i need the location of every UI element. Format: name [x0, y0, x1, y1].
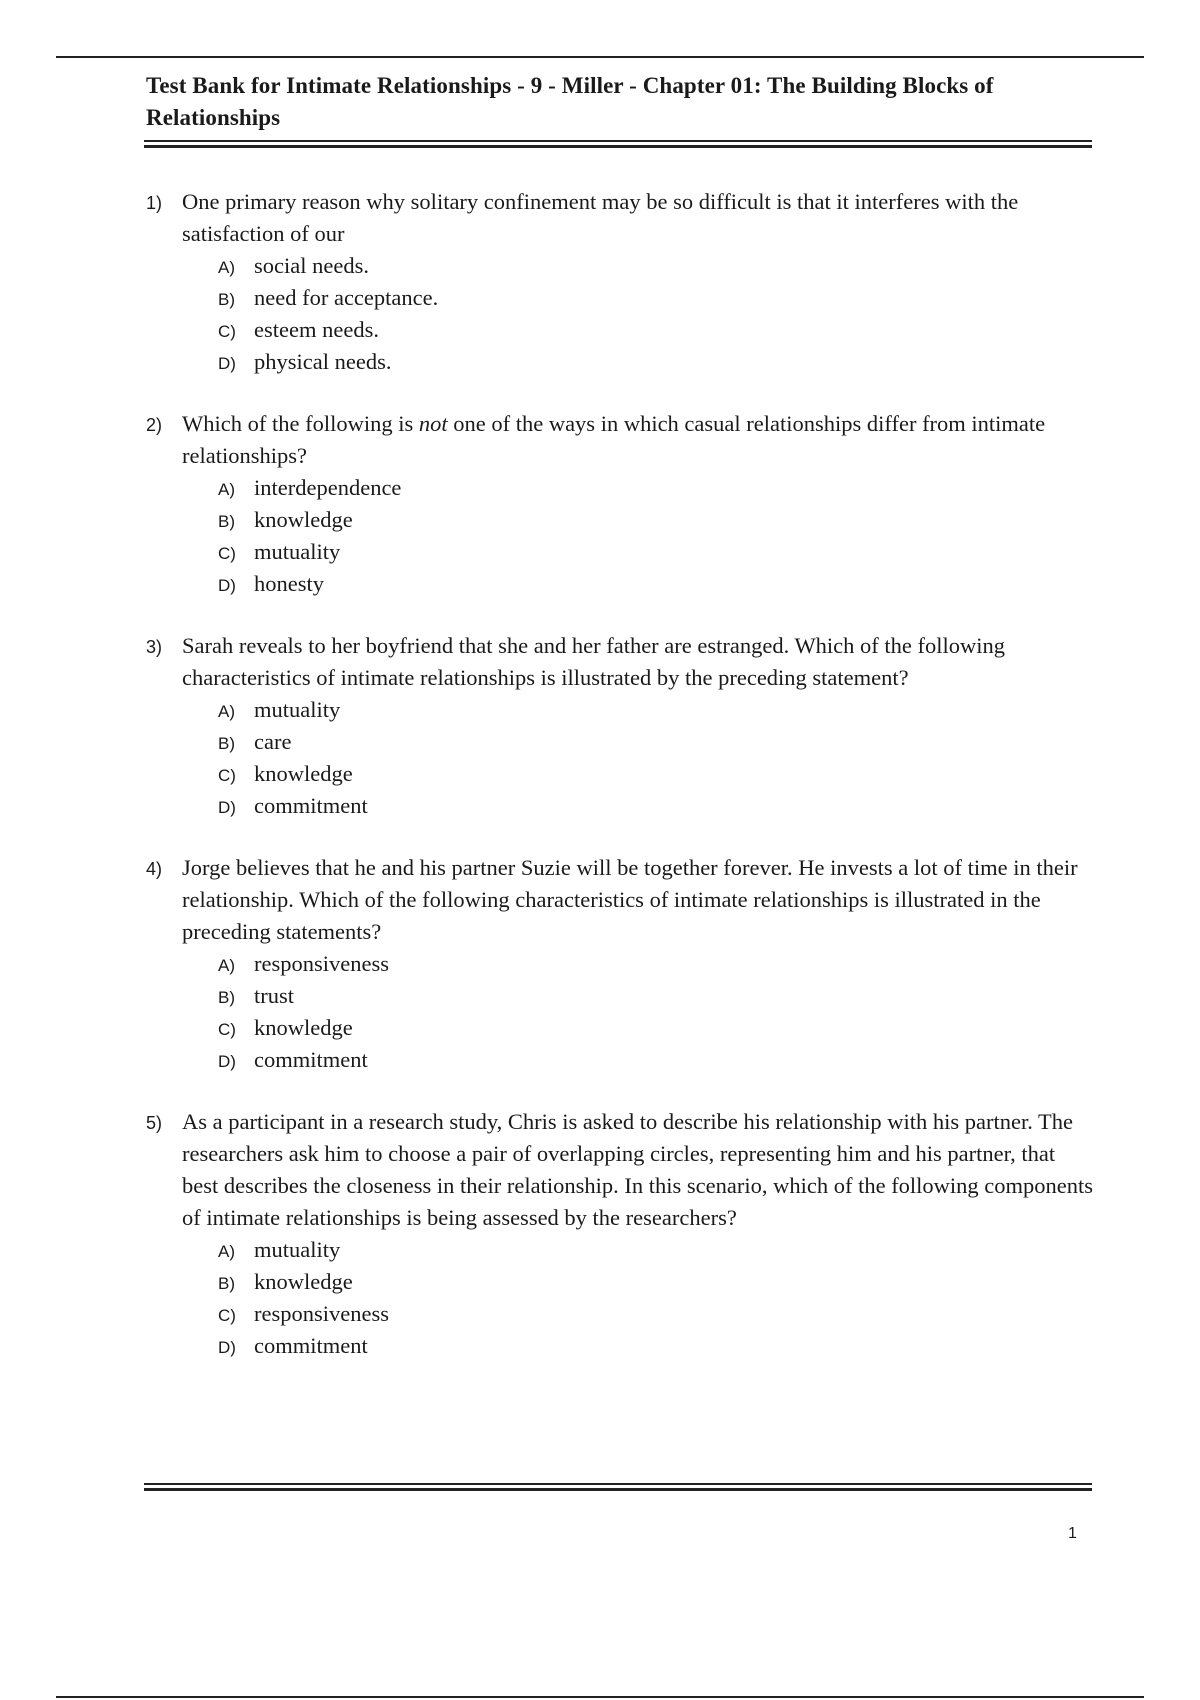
answer-options — [218, 1234, 1096, 1362]
answer-option-c — [218, 758, 1096, 790]
question-text: As a participant in a research study, Chris is asked to describe his relationship with his partner. The researchers ask him to choose a pair of overlapping circles, representing him and his partner, that best describes the closeness in their relationship. In this scenario, which of the following components of intimate relationships is being assessed by the researchers? — [182, 1109, 1094, 1230]
option-text: esteem needs. — [254, 317, 379, 342]
answer-option-c — [218, 314, 1096, 346]
question-text: One primary reason why solitary confinement may be so difficult is that it interferes with the satisfaction of our — [182, 189, 1019, 246]
option-letter: A) — [218, 480, 235, 499]
option-letter: D) — [218, 798, 236, 817]
option-text: commitment — [254, 1047, 368, 1072]
option-letter: B) — [218, 988, 235, 1007]
question-number: 1) — [146, 193, 163, 213]
page-title: Test Bank for Intimate Relationships - 9 - Miller - Chapter 01: The Building Blocks of Relationships — [146, 73, 994, 130]
option-letter: C) — [218, 1020, 236, 1039]
question-4 — [146, 852, 1096, 1076]
option-letter: A) — [218, 258, 235, 277]
option-text: knowledge — [254, 761, 353, 786]
answer-option-a — [218, 948, 1096, 980]
answer-option-a — [218, 1234, 1096, 1266]
question-number: 2) — [146, 415, 163, 435]
option-text: honesty — [254, 571, 324, 596]
option-text: responsiveness — [254, 1301, 389, 1326]
answer-option-c — [218, 1012, 1096, 1044]
option-text: knowledge — [254, 1015, 353, 1040]
option-letter: D) — [218, 1338, 236, 1357]
option-letter: B) — [218, 512, 235, 531]
answer-option-b — [218, 726, 1096, 758]
answer-options — [218, 948, 1096, 1076]
answer-option-a — [218, 694, 1096, 726]
header-double-rule — [144, 140, 1092, 148]
question-number: 3) — [146, 637, 163, 657]
question-text-part: one of the ways in which casual relationships differ from intimate relationships? — [182, 411, 1046, 468]
option-text: physical needs. — [254, 349, 392, 374]
answer-option-b — [218, 282, 1096, 314]
option-text: mutuality — [254, 1237, 341, 1262]
option-letter: C) — [218, 322, 236, 341]
question-list — [146, 186, 1096, 1392]
question-text-part: Which of the following is — [182, 411, 419, 436]
option-text: trust — [254, 983, 295, 1008]
option-text: commitment — [254, 1333, 368, 1358]
option-letter: A) — [218, 956, 235, 975]
question-2 — [146, 408, 1096, 600]
answer-options — [218, 472, 1096, 600]
answer-option-c — [218, 536, 1096, 568]
option-text: interdependence — [254, 475, 402, 500]
answer-option-b — [218, 1266, 1096, 1298]
answer-option-d — [218, 790, 1096, 822]
question-text: Jorge believes that he and his partner Suzie will be together forever. He invests a lot of time in their relationship. Which of the following characteristics of intimate relationships is illustrated in the preceding statements? — [182, 855, 1078, 944]
top-divider — [56, 56, 1144, 58]
question-number: 5) — [146, 1113, 163, 1133]
option-letter: D) — [218, 576, 236, 595]
option-text: knowledge — [254, 1269, 353, 1294]
option-letter: A) — [218, 702, 235, 721]
option-text: care — [254, 729, 292, 754]
question-text — [182, 408, 1096, 472]
answer-option-b — [218, 980, 1096, 1012]
option-letter: B) — [218, 734, 235, 753]
footer-double-rule — [144, 1483, 1092, 1491]
page-number: 1 — [1068, 1525, 1077, 1542]
option-letter: B) — [218, 290, 235, 309]
answer-option-d — [218, 1330, 1096, 1362]
question-text: Sarah reveals to her boyfriend that she and her father are estranged. Which of the following characteristics of intimate relationships is illustrated by the preceding statement? — [182, 633, 1006, 690]
option-text: knowledge — [254, 507, 353, 532]
answer-option-d — [218, 568, 1096, 600]
answer-option-d — [218, 1044, 1096, 1076]
option-text: mutuality — [254, 539, 341, 564]
option-letter: A) — [218, 1242, 235, 1261]
answer-option-a — [218, 250, 1096, 282]
option-text: commitment — [254, 793, 368, 818]
question-5 — [146, 1106, 1096, 1362]
option-text: mutuality — [254, 697, 341, 722]
option-text: need for acceptance. — [254, 285, 439, 310]
option-letter: C) — [218, 544, 236, 563]
question-3 — [146, 630, 1096, 822]
question-number: 4) — [146, 859, 163, 879]
answer-options — [218, 250, 1096, 378]
answer-option-a — [218, 472, 1096, 504]
option-letter: D) — [218, 354, 236, 373]
answer-option-c — [218, 1298, 1096, 1330]
bottom-divider — [56, 1696, 1144, 1698]
answer-options — [218, 694, 1096, 822]
option-letter: C) — [218, 1306, 236, 1325]
question-1 — [146, 186, 1096, 378]
answer-option-d — [218, 346, 1096, 378]
option-letter: D) — [218, 1052, 236, 1071]
option-text: responsiveness — [254, 951, 389, 976]
option-text: social needs. — [254, 253, 369, 278]
option-letter: B) — [218, 1274, 235, 1293]
answer-option-b — [218, 504, 1096, 536]
question-text-emphasis: not — [418, 411, 448, 436]
option-letter: C) — [218, 766, 236, 785]
